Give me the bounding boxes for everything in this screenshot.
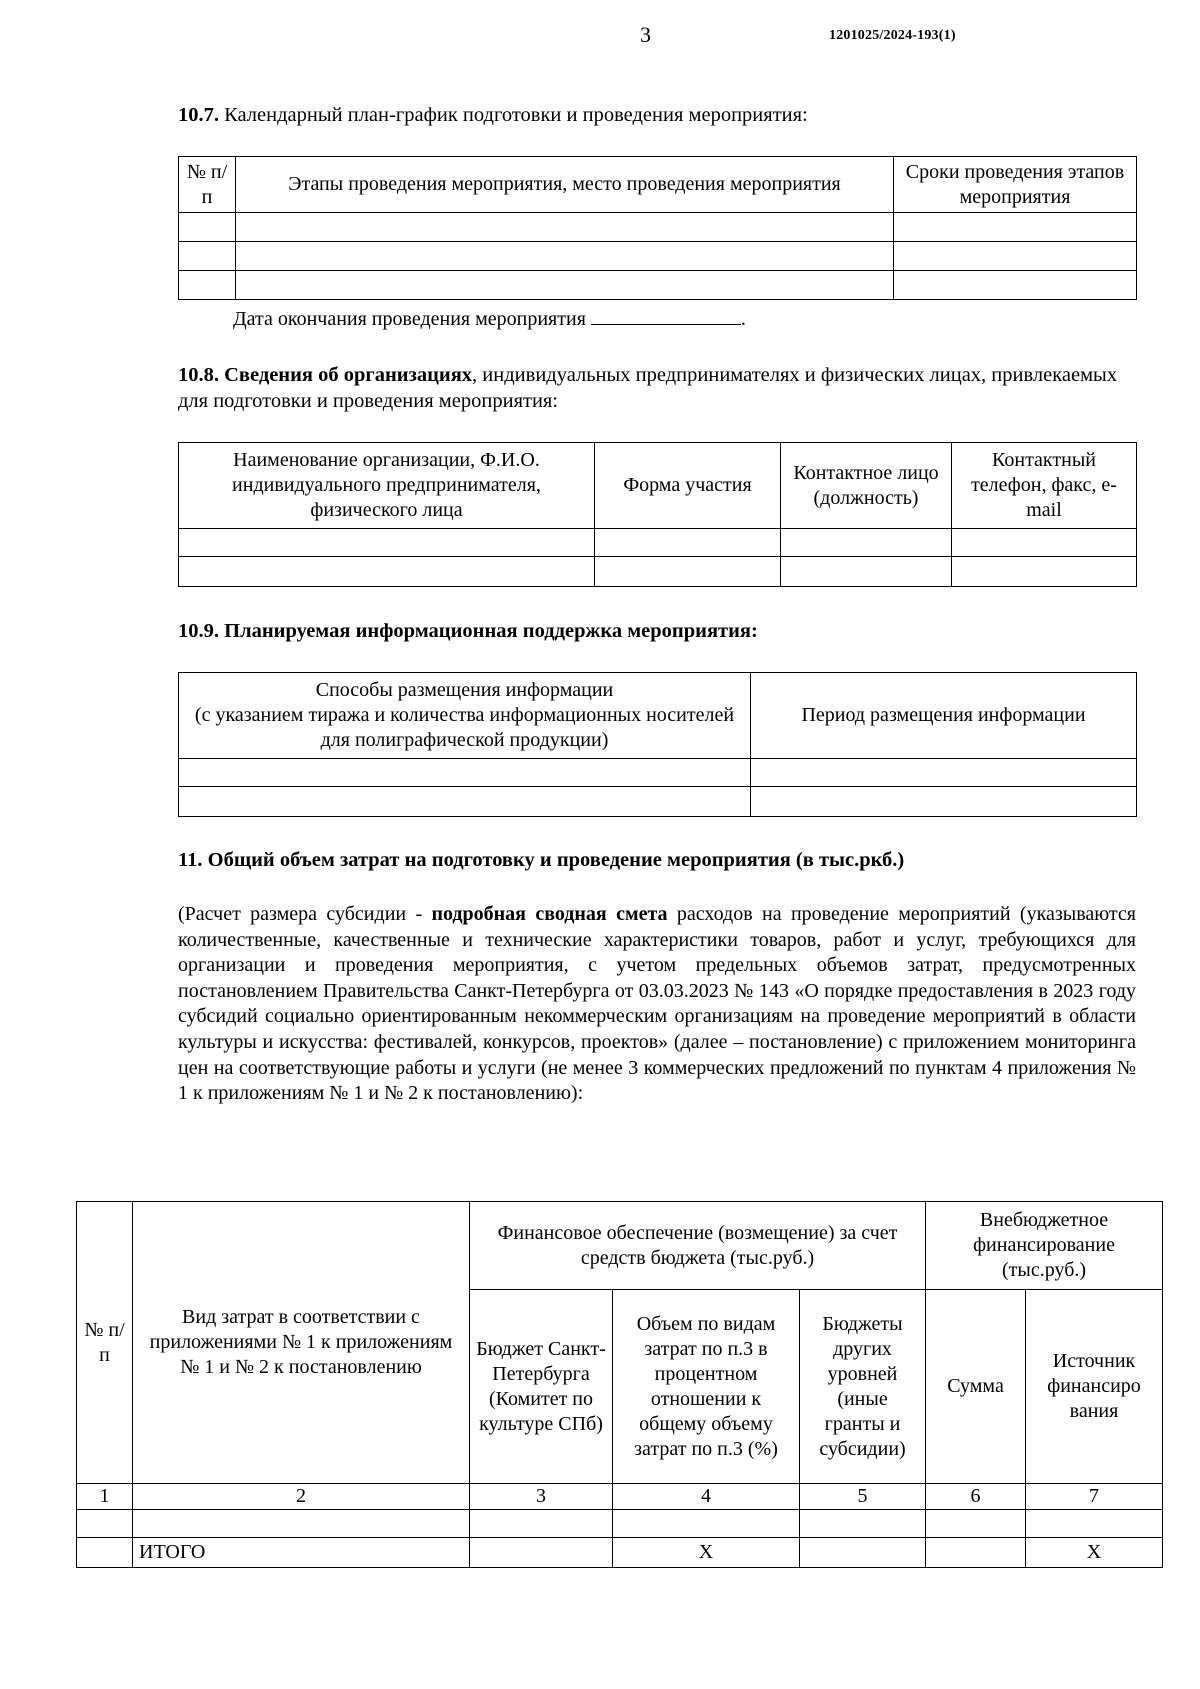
col-header-stages: Этапы проведения мероприятия, место проведения мероприятия [236,157,894,213]
table-row [179,787,1137,817]
section-11-paragraph [178,902,1136,1107]
total-row [77,1538,1163,1568]
table-row [179,213,1137,242]
total-x-source: Х [1026,1538,1163,1568]
paragraph-bold: подробная сводная смета [431,903,668,925]
budget-table [76,1201,1163,1568]
section-title-rest: , индивидуальных предпринимателях и физических лицах, привлекаемых для подготовки и проведения мероприятия: [178,364,1118,412]
col-header-period: Период размещения информации [751,673,1137,759]
col-header-methods-line1: Способы размещения информации [315,679,614,701]
col-header-extrabudgetary: Внебюджетное финансирование (тыс.руб.) [926,1202,1163,1290]
col-header-spb-budget: Бюджет Санкт-Петербурга (Комитет по культуре СПб) [470,1290,613,1484]
col-header-participation: Форма участия [595,443,781,529]
col-header-contacts: Контактный телефон, факс, e-mail [952,443,1137,529]
schedule-table [178,156,1137,300]
col-number: 5 [800,1484,926,1510]
section-11-heading [178,847,904,873]
section-10-9-heading [178,618,758,644]
col-header-methods-line2: (с указанием тиража и количества информационных носителей для полиграфической продукции) [194,704,735,751]
end-date-field[interactable] [591,306,741,325]
col-header-expense-type: Вид затрат в соответствии с приложениями № 1 к приложениям № 1 и № 2 к постановлению [133,1202,470,1484]
total-label: ИТОГО [133,1538,470,1568]
end-date-label: Дата окончания проведения мероприятия [233,308,586,330]
table-row [179,759,1137,787]
col-header-number: № п/п [77,1202,133,1484]
col-number: 6 [926,1484,1026,1510]
col-header-organization: Наименование организации, Ф.И.О. индивидуального предпринимателя, физического лица [179,443,595,529]
col-header-dates: Сроки проведения этапов мероприятия [894,157,1137,213]
section-title: 11. Общий объем затрат на подготовку и проведение мероприятия (в тыс.ркб.) [178,849,905,871]
col-header-budget-funding: Финансовое обеспечение (возмещение) за счет средств бюджета (тыс.руб.) [470,1202,926,1290]
table-row [179,242,1137,271]
table-row [179,271,1137,300]
participants-table [178,442,1137,587]
column-numbers-row [77,1484,1163,1510]
section-title-bold: 10.8. Сведения об организациях [178,364,473,386]
table-row [179,529,1137,557]
section-10-7-heading [178,102,808,128]
section-title: Календарный план-график подготовки и проведения мероприятия: [219,104,808,126]
document-code: 1201025/2024-193(1) [829,28,956,43]
col-number: 2 [133,1484,470,1510]
paragraph-start: (Расчет размера субсидии - [178,903,432,925]
table-row [179,557,1137,587]
table-row [77,1510,1163,1538]
col-number: 3 [470,1484,613,1510]
col-header-source: Источник финансиро вания [1026,1290,1163,1484]
info-support-table [178,672,1137,817]
col-header-number: № п/п [179,157,236,213]
end-date-tail: . [740,308,746,330]
section-10-8-heading [178,362,1136,414]
col-header-contact-person: Контактное лицо (должность) [781,443,952,529]
section-number: 10.7. [178,104,219,126]
col-header-sum: Сумма [926,1290,1026,1484]
col-header-percentage: Объем по видам затрат по п.3 в процентном отношении к общему объему затрат по п.3 (%) [613,1290,800,1484]
paragraph-rest: расходов на проведение мероприятий (указываются количественные, качественные и технические характеристики товаров, работ и услуг, требующихся для организации и проведения мероприятия, с учетом предельных объемов затрат, предусмотренных постановлением Правительства Санкт-Петербурга от 03.03.2023 № 143 «О порядке предоставления в 2023 году субсидий социально ориентированным некоммерческим организациям на проведение мероприятий в области культуры и искусства: фестивалей, конкурсов, проектов» (далее – постановление) с приложением мониторинга цен на соответствующие работы и услуги (не менее 3 коммерческих предложений по пунктам 4 приложения № 1 к приложениям № 1 и № 2 к постановлению): [178,903,1136,1105]
col-number: 7 [1026,1484,1163,1510]
col-header-other-budgets: Бюджеты других уровней (иные гранты и субсидии) [800,1290,926,1484]
col-header-methods [179,673,751,759]
section-title: 10.9. Планируемая информационная поддержка мероприятия: [178,620,758,642]
end-date-line [233,306,746,331]
col-number: 1 [77,1484,133,1510]
col-number: 4 [613,1484,800,1510]
page-number: 3 [640,22,651,47]
total-x-percentage: Х [613,1538,800,1568]
